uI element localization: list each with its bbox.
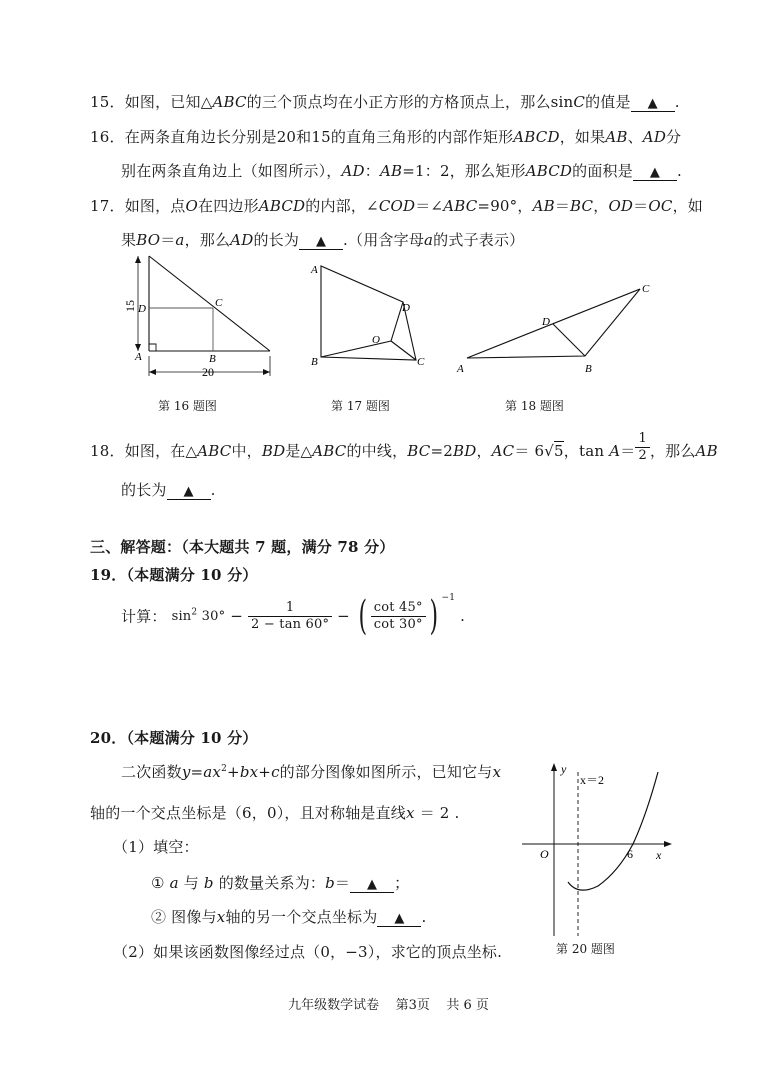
right-angle-mark <box>149 344 156 351</box>
label-C: C <box>215 297 223 309</box>
figure-20 <box>518 760 678 940</box>
figure-16-caption: 第 16 题图 <box>158 399 217 413</box>
section-3-title: 三、解答题：（本大题共 7 题，满分 78 分） <box>90 538 395 556</box>
figure-16 <box>118 252 283 382</box>
parabola <box>568 772 658 890</box>
label-D: D <box>138 303 146 315</box>
question-19-header: 19．（本题满分 10 分） <box>90 566 258 584</box>
label-C: C <box>642 283 650 295</box>
question-20-line-2: 轴的一个交点坐标是（6，0），且对称轴是直线x ＝ 2 . <box>90 804 460 822</box>
label-O: O <box>372 334 380 346</box>
figure-18 <box>452 278 667 378</box>
question-15: 15．如图，已知△ABC的三个顶点均在小正方形的方格顶点上，那么sinC的值是 ▲ . <box>90 93 680 111</box>
label-B: B <box>311 356 318 368</box>
answer-blank: ▲ <box>350 877 394 893</box>
label-A: A <box>311 264 318 276</box>
answer-blank: ▲ <box>299 234 343 250</box>
question-16-line-1: 16．在两条直角边长分别是20和15的直角三角形的内部作矩形ABCD，如果AB、AD分 <box>90 128 682 146</box>
figure-18-caption: 第 18 题图 <box>505 399 564 413</box>
label-B: B <box>209 353 216 365</box>
question-17-line-2: 果BO＝a，那么AD的长为 ▲ .（用含字母a的式子表示） <box>121 231 525 249</box>
median-BD <box>553 324 585 356</box>
answer-blank: ▲ <box>377 911 421 927</box>
fraction-2: $\frac{\cot 45^\circ}{\cot 30^\circ}$ <box>371 600 426 633</box>
question-20-line-1: 二次函数$y=ax^2+bx+c$的部分图像如图所示，已知它与x <box>121 763 502 781</box>
label-15: 15 <box>123 300 137 312</box>
label-D: D <box>402 302 410 314</box>
answer-blank: ▲ <box>633 165 677 181</box>
label-C: C <box>417 356 425 368</box>
arrow-right <box>263 369 270 375</box>
arrow-left <box>149 369 156 375</box>
question-20-part-2: （2）如果该函数图像经过点（0，−3），求它的顶点坐标. <box>113 943 503 961</box>
answer-blank: ▲ <box>167 484 211 500</box>
arrow-down <box>135 344 141 351</box>
label-axis: x＝2 <box>580 773 605 787</box>
label-20: 20 <box>202 365 214 379</box>
page-footer: 九年级数学试卷 第3页 共 6 页 <box>288 998 489 1013</box>
label-A: A <box>135 351 142 363</box>
label-D: D <box>542 316 550 328</box>
question-17-line-1: 17．如图，点O在四边形ABCD的内部，∠COD＝∠ABC=90°，AB＝BC，OD＝OC，如 <box>90 197 703 215</box>
x-arrow <box>664 841 672 847</box>
label-B: B <box>585 363 592 375</box>
label-y: y <box>561 762 567 776</box>
arrow-up <box>135 256 141 263</box>
figure-20-caption: 第 20 题图 <box>556 942 615 956</box>
label-O: O <box>540 847 549 861</box>
question-20-header: 20．（本题满分 10 分） <box>90 729 258 747</box>
answer-blank: ▲ <box>631 96 675 112</box>
fraction-1: $\frac{1}{2 - \tan 60^\circ}$ <box>248 600 332 633</box>
segment-BO <box>321 341 391 357</box>
fraction-one-half: $\frac{1}{2}$ <box>635 431 649 464</box>
figure-17 <box>306 258 436 373</box>
question-20-sub-1: ① a 与 b 的数量关系为：b＝ ▲ ； <box>151 874 410 892</box>
triangle-ABC <box>467 289 640 358</box>
y-arrow <box>551 763 557 771</box>
label-6: 6 <box>627 847 633 861</box>
question-18-line-2: 的长为 ▲ . <box>121 481 216 499</box>
question-20-sub-2: ② 图像与x轴的另一个交点坐标为 ▲ . <box>151 908 427 926</box>
sqrt-symbol: √ <box>544 442 555 460</box>
label-x: x <box>656 848 662 862</box>
hypotenuse <box>149 256 270 351</box>
question-20-part-1: （1）填空： <box>113 838 199 856</box>
question-18-line-1: 18．如图，在△ABC中，BD是△ABC的中线，BC=2BD，AC＝ 6√5，tan A＝ $\frac{1}{2}$ ，那么AB <box>90 430 718 463</box>
label-A: A <box>457 363 464 375</box>
figure-17-caption: 第 17 题图 <box>331 399 390 413</box>
question-16-line-2: 别在两条直角边上（如图所示），AD：AB=1：2，那么矩形ABCD的面积是 ▲ . <box>121 162 682 180</box>
question-19-expression: 计算： $\sin^2 30^\circ$ − $\frac{1}{2 - \tan 60^\circ}$ − ( $\frac{\cot 45^\circ}{\cot 30^\circ}$ ) $^{-1}$ . <box>121 593 466 639</box>
